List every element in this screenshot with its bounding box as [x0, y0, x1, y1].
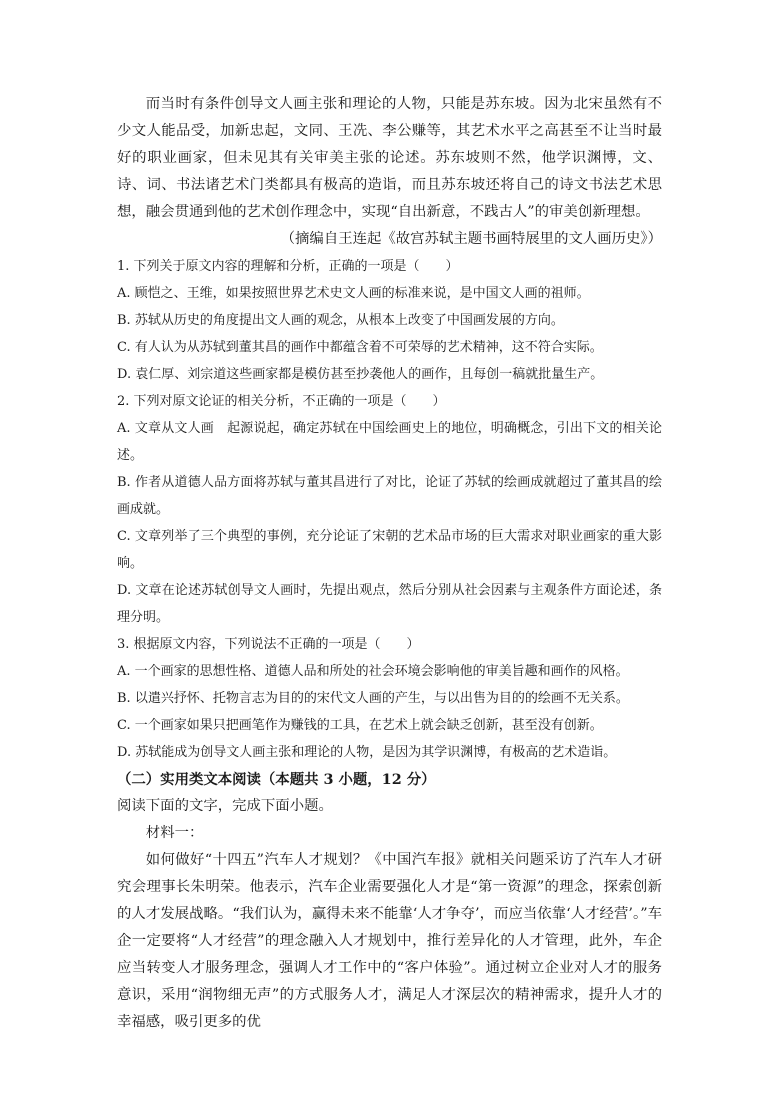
question-2 — [117, 388, 662, 631]
option-b: B. 作者从道德人品方面将苏轼与董其昌进行了对比，论证了苏轼的绘画成就超过了董其昌的绘画成就。 — [117, 475, 662, 517]
option-d: D. 苏轼能成为创导文人画主张和理论的人物，是因为其学识渊博，有极高的艺术造诣。 — [117, 745, 617, 760]
question-stem: 1. 下列关于原文内容的理解和分析，正确的一项是（ ） — [117, 259, 459, 274]
option-c: C. 有人认为从苏轼到董其昌的画作中都蕴含着不可荣辱的艺术精神，这不符合实际。 — [117, 340, 603, 355]
question-3 — [117, 631, 662, 766]
material-label: 材料一： — [145, 825, 204, 841]
question-stem: 3. 根据原文内容，下列说法不正确的一项是（ ） — [117, 637, 420, 652]
option-c: C. 一个画家如果只把画笔作为赚钱的工具，在艺术上就会缺乏创新，甚至没有创新。 — [117, 718, 603, 733]
passage-paragraph: 而当时有条件创导文人画主张和理论的人物，只能是苏东坡。因为北宋虽然有不少文人能品受，加新忠起，文同、王冼、李公赚等，其艺术水平之高甚至不让当时最好的职业画家，但未见其有关审美主张的论述。苏东坡则不然，他学识渊博，文、诗、词、书法诸艺术门类都具有极高的造诣，而且苏东坡还将自己的诗文书法艺术思想，融会贯通到他的艺术创作理念中，实现“自出新意，不践古人”的审美创新理想。 — [117, 96, 662, 220]
option-b: B. 以遣兴抒怀、托物言志为目的的宋代文人画的产生，与以出售为目的的绘画不无关系。 — [117, 691, 629, 706]
option-b: B. 苏轼从历史的角度提出文人画的观念，从根本上改变了中国画发展的方向。 — [117, 313, 564, 328]
material-paragraph: 如何做好“十四五”汽车人才规划？《中国汽车报》就相关问题采访了汽车人才研究会理事长朱明荣。他表示，汽车企业需要强化人才是“第一资源”的理念，探索创新的人才发展战略。“我们认为，赢得未来不能靠‘人才争夺’，而应当依靠‘人才经营’。”车企一定要将“人才经营”的理念融入人才规划中，推行差异化的人才管理，此外，车企应当转变人才服务理念，强调人才工作中的“客户体验”。通过树立企业对人才的服务意识，采用“润物细无声”的方式服务人才，满足人才深层次的精神需求，提升人才的幸福感，吸引更多的优 — [117, 852, 662, 1030]
question-stem: 2. 下列对原文论证的相关分析，不正确的一项是（ ） — [117, 394, 446, 409]
option-a: A. 顾恺之、王维，如果按照世界艺术史文人画的标准来说，是中国文人画的祖师。 — [117, 286, 590, 301]
option-d: D. 袁仁厚、刘宗道这些画家都是模仿甚至抄袭他人的画作，且每创一稿就批量生产。 — [117, 367, 604, 382]
section-instruction: 阅读下面的文字，完成下面小题。 — [117, 798, 333, 814]
option-a: A. 一个画家的思想性格、道德人品和所处的社会环境会影响他的审美旨趣和画作的风格。 — [117, 664, 629, 679]
page-content — [117, 91, 662, 1036]
question-1 — [117, 253, 662, 388]
passage-source: （摘编自王连起《故宫苏轼主题书画特展里的文人画历史》） — [280, 231, 662, 247]
option-d: D. 文章在论述苏轼创导文人画时，先提出观点，然后分别从社会因素与主观条件方面论述，条理分明。 — [117, 583, 662, 625]
option-c: C. 文章列举了三个典型的事例，充分论证了宋朝的艺术品市场的巨大需求对职业画家的重大影响。 — [117, 529, 662, 571]
section-heading: （二）实用类文本阅读（本题共 3 小题，12 分） — [117, 771, 436, 788]
option-a: A. 文章从文人画 起源说起，确定苏轼在中国绘画史上的地位，明确概念，引出下文的相关论述。 — [117, 421, 662, 463]
